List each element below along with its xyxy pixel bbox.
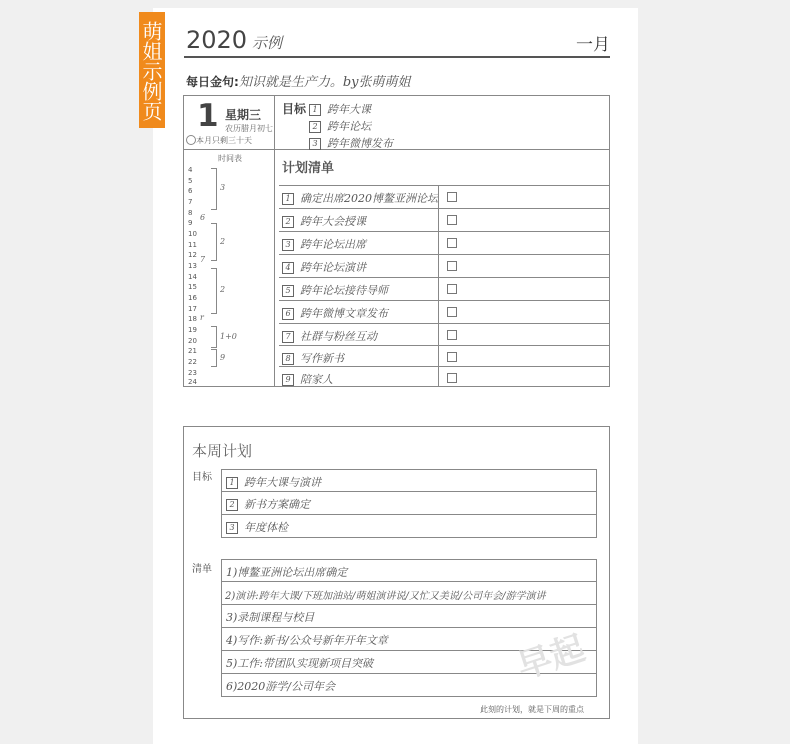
plan-row — [279, 231, 610, 254]
weekly-goal-text: 新书方案确定 — [244, 498, 310, 511]
plan-item — [282, 350, 344, 366]
timetable-hour: 19 — [188, 326, 197, 334]
plan-row-divider — [438, 324, 439, 346]
plan-number: 9 — [282, 374, 294, 386]
weekly-list-item: 3)录制课程与校目 — [226, 611, 315, 624]
timetable-hour: 9 — [188, 219, 193, 227]
weekly-goal-number: 3 — [226, 522, 238, 534]
days-remaining: 本月只剩三十天 — [196, 136, 252, 145]
timetable-bracket — [211, 326, 217, 348]
timetable-bracket — [211, 168, 217, 210]
timetable-hour: 18 — [188, 315, 197, 323]
plan-item — [282, 371, 333, 387]
plan-checkbox[interactable] — [447, 352, 457, 362]
plan-text: 跨年论坛演讲 — [300, 261, 366, 274]
plan-row — [279, 277, 610, 300]
weekly-list-item: 2)演讲:跨年大课/下班加油站/萌姐演讲说/又忙又美说/公司年会/游学演讲 — [225, 591, 546, 602]
goal-item — [309, 118, 371, 134]
quote-label: 每日金句: — [186, 75, 239, 89]
daily-quote — [186, 71, 410, 90]
timetable-hour: 6 — [188, 187, 193, 195]
daily-panel-hdivider — [183, 149, 610, 150]
weekly-list-row — [221, 605, 597, 628]
plan-number: 2 — [282, 216, 294, 228]
timetable-hour: 22 — [188, 358, 197, 366]
plan-checkbox[interactable] — [447, 238, 457, 248]
weekly-goal — [226, 496, 310, 512]
goal-item — [309, 101, 371, 117]
plan-number: 3 — [282, 239, 294, 251]
year-note: 示例 — [252, 34, 283, 52]
timetable-hour: 14 — [188, 273, 197, 281]
timetable-hour: 7 — [188, 198, 193, 206]
weekly-plan-title: 本周计划 — [192, 442, 253, 460]
lunar-date: 农历腊月初七 — [225, 124, 273, 133]
weekly-goal — [226, 474, 321, 490]
timetable-mark: 6 — [200, 213, 206, 222]
sample-page-tag: 萌姐示例页 — [139, 12, 165, 128]
timetable-hour: 5 — [188, 177, 193, 185]
timetable-hour: 20 — [188, 337, 197, 345]
timetable-mark: 2 — [220, 237, 226, 246]
plan-number: 1 — [282, 193, 294, 205]
timetable-hour: 15 — [188, 283, 197, 291]
plan-row — [279, 254, 610, 277]
weekly-goal — [226, 519, 288, 535]
weekday: 星期三 — [225, 108, 262, 122]
plan-row-divider — [438, 278, 439, 300]
plan-number: 7 — [282, 331, 294, 343]
goal-item — [309, 135, 393, 151]
plan-checkbox[interactable] — [447, 261, 457, 271]
plan-row — [279, 345, 610, 368]
timetable-hour: 13 — [188, 262, 197, 270]
timetable-hour: 21 — [188, 347, 197, 355]
plan-row — [279, 323, 610, 346]
plan-item — [282, 305, 388, 321]
plan-number: 8 — [282, 353, 294, 365]
plan-number: 5 — [282, 285, 294, 297]
plan-row-divider — [438, 346, 439, 368]
day-number: 1 — [197, 98, 219, 134]
plan-text: 写作新书 — [300, 352, 344, 365]
timetable-mark: 1+0 — [220, 332, 237, 341]
goal-number: 2 — [309, 121, 321, 133]
plan-row-divider — [438, 186, 439, 208]
plan-checkbox[interactable] — [447, 373, 457, 383]
plan-list-header: 计划清单 — [282, 161, 335, 176]
timetable-mark: 7 — [200, 255, 206, 264]
timetable-hour: 23 — [188, 369, 197, 377]
goal-number: 1 — [309, 104, 321, 116]
month-heading: 一月 — [576, 35, 610, 55]
goals-label: 目标 — [282, 102, 307, 116]
year-heading: 2020 — [186, 26, 248, 54]
weekly-goal-row — [221, 469, 597, 492]
weekly-list-row — [221, 559, 597, 582]
plan-text: 跨年论坛出席 — [300, 238, 366, 251]
plan-text: 确定出席2020博鳌亚洲论坛 — [300, 192, 438, 205]
plan-text: 陪家人 — [300, 373, 333, 386]
plan-row-divider — [438, 367, 439, 387]
plan-checkbox[interactable] — [447, 307, 457, 317]
timetable-hour: 8 — [188, 209, 193, 217]
weekly-list-row — [221, 582, 597, 605]
weekly-goal-row — [221, 515, 597, 538]
timetable-mark: r — [200, 313, 204, 322]
plan-item — [282, 236, 366, 252]
timetable-mark: 3 — [220, 183, 226, 192]
weekly-goal-row — [221, 492, 597, 515]
timetable-header: 时间表 — [218, 154, 242, 163]
plan-text: 跨年微博文章发布 — [300, 307, 388, 320]
timetable-bracket — [211, 268, 217, 314]
plan-row — [279, 185, 610, 208]
timetable-hour: 12 — [188, 251, 197, 259]
timetable-bracket — [211, 349, 217, 367]
timetable-bracket — [211, 223, 217, 261]
quote-text: 知识就是生产力。by张萌萌姐 — [238, 75, 411, 90]
title-divider — [184, 56, 610, 58]
weekly-goal-text: 跨年大课与演讲 — [244, 476, 321, 489]
weekly-list-label: 清单 — [192, 564, 212, 575]
plan-row-divider — [438, 301, 439, 323]
weekly-list-item: 4)写作:新书/公众号新年开年文章 — [226, 634, 388, 647]
plan-number: 4 — [282, 262, 294, 274]
plan-row — [279, 366, 610, 387]
weekly-goals-label: 目标 — [192, 472, 212, 483]
plan-item — [282, 259, 366, 275]
timetable-hour: 11 — [188, 241, 197, 249]
weekly-goal-number: 2 — [226, 499, 238, 511]
plan-checkbox[interactable] — [447, 330, 457, 340]
plan-checkbox[interactable] — [447, 192, 457, 202]
plan-item — [282, 190, 438, 206]
timetable-mark: 9 — [220, 353, 226, 362]
plan-item — [282, 282, 388, 298]
plan-number: 6 — [282, 308, 294, 320]
goal-text: 跨年微博发布 — [327, 137, 393, 150]
timetable-hour: 17 — [188, 305, 197, 313]
plan-row — [279, 300, 610, 323]
plan-row — [279, 208, 610, 231]
plan-row-divider — [438, 255, 439, 277]
goal-number: 3 — [309, 138, 321, 150]
timetable-hour: 10 — [188, 230, 197, 238]
plan-checkbox[interactable] — [447, 215, 457, 225]
weekly-goal-number: 1 — [226, 477, 238, 489]
plan-checkbox[interactable] — [447, 284, 457, 294]
plan-text: 跨年论坛接待导师 — [300, 284, 388, 297]
timetable-hour: 16 — [188, 294, 197, 302]
timetable-mark: 2 — [220, 285, 226, 294]
plan-item — [282, 213, 366, 229]
weekly-list-item: 5)工作:带团队实现新项目突破 — [226, 657, 373, 670]
plan-row-divider — [438, 232, 439, 254]
timetable-hour: 4 — [188, 166, 193, 174]
timetable-hour: 24 — [188, 378, 197, 386]
plan-text: 跨年大会授课 — [300, 215, 366, 228]
daily-panel-vdivider — [274, 95, 275, 387]
goal-text: 跨年大课 — [327, 103, 371, 116]
plan-row-divider — [438, 209, 439, 231]
weekly-list-item: 1)博鳌亚洲论坛出席确定 — [226, 566, 348, 579]
weekly-footer-note: 此刻的计划，就是下周的重点 — [480, 705, 584, 714]
remaining-circle-icon — [186, 135, 196, 145]
weekly-goal-text: 年度体检 — [244, 521, 288, 534]
plan-text: 社群与粉丝互动 — [300, 330, 377, 343]
watermark-stamp: 早起 — [512, 628, 590, 688]
weekly-list-item: 6)2020游学/公司年会 — [226, 680, 335, 693]
goal-text: 跨年论坛 — [327, 120, 371, 133]
plan-item — [282, 328, 377, 344]
